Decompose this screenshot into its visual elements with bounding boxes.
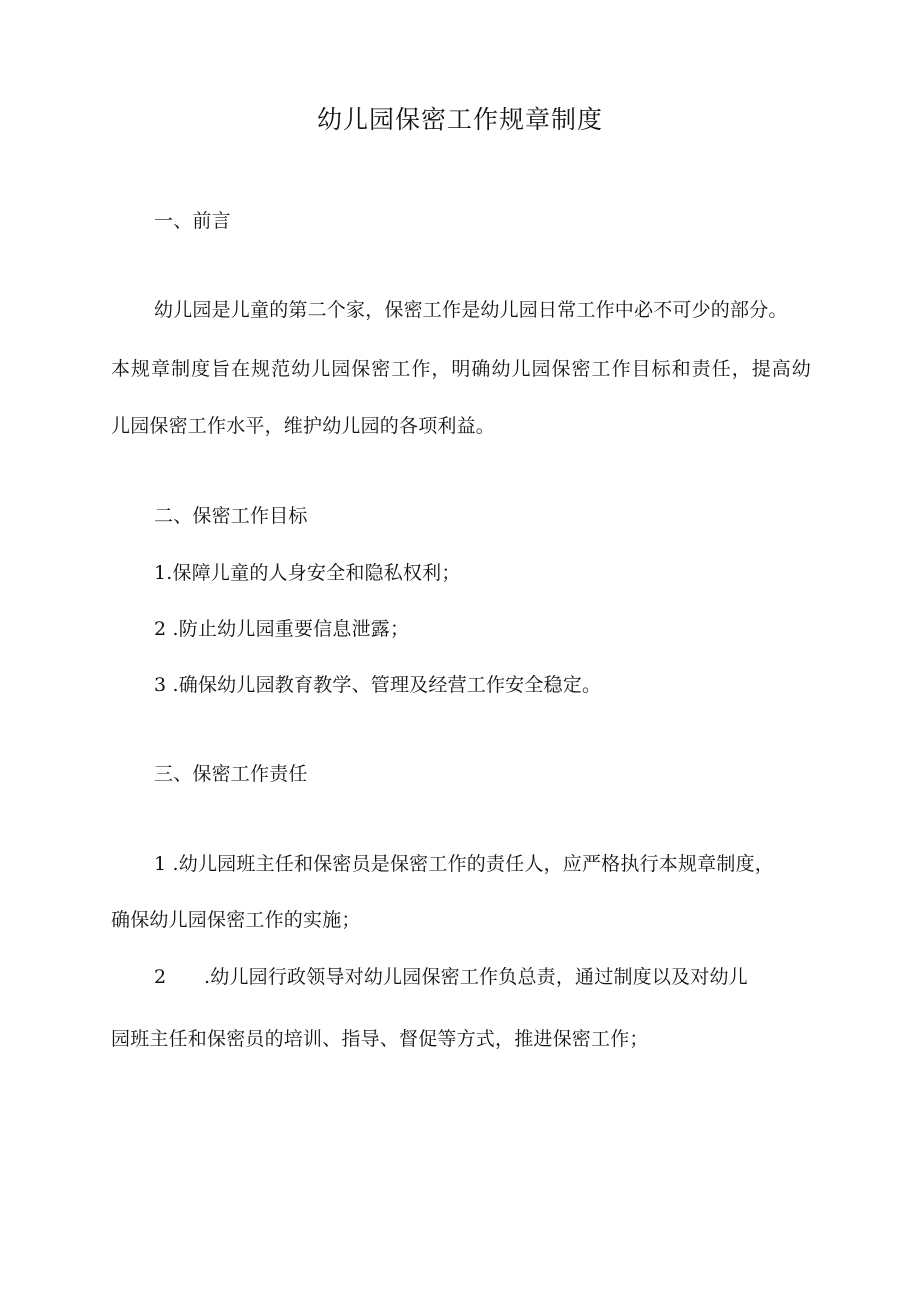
section-heading-preface: 一、前言 [154, 210, 231, 232]
preface-paragraph-line: 儿园保密工作水平，维护幼儿园的各项利益。 [111, 415, 496, 437]
preface-paragraph-line: 幼儿园是儿童的第二个家，保密工作是幼儿园日常工作中必不可少的部分。 [154, 299, 788, 321]
responsibility-item-line: .幼儿园行政领导对幼儿园保密工作负总责，通过制度以及对幼儿 [204, 966, 748, 988]
responsibility-item-line: 园班主任和保密员的培训、指导、督促等方式，推进保密工作； [111, 1028, 649, 1050]
responsibility-item-number: 2 [154, 966, 167, 988]
goal-item: 1.保障儿童的人身安全和隐私权利； [154, 562, 461, 584]
preface-paragraph-line: 本规章制度旨在规范幼儿园保密工作，明确幼儿园保密工作目标和责任，提高幼 [111, 358, 811, 380]
document-title: 幼儿园保密工作规章制度 [316, 105, 603, 134]
goal-item: 3 .确保幼儿园教育教学、管理及经营工作安全稳定。 [154, 674, 602, 696]
responsibility-item-line: 1 .幼儿园班主任和保密员是保密工作的责任人，应严格执行本规章制度， [154, 853, 774, 875]
section-heading-responsibilities: 三、保密工作责任 [154, 763, 308, 785]
section-heading-goals: 二、保密工作目标 [154, 505, 308, 527]
goal-item: 2 .防止幼儿园重要信息泄露； [154, 618, 410, 640]
responsibility-item-line: 确保幼儿园保密工作的实施； [111, 909, 361, 931]
